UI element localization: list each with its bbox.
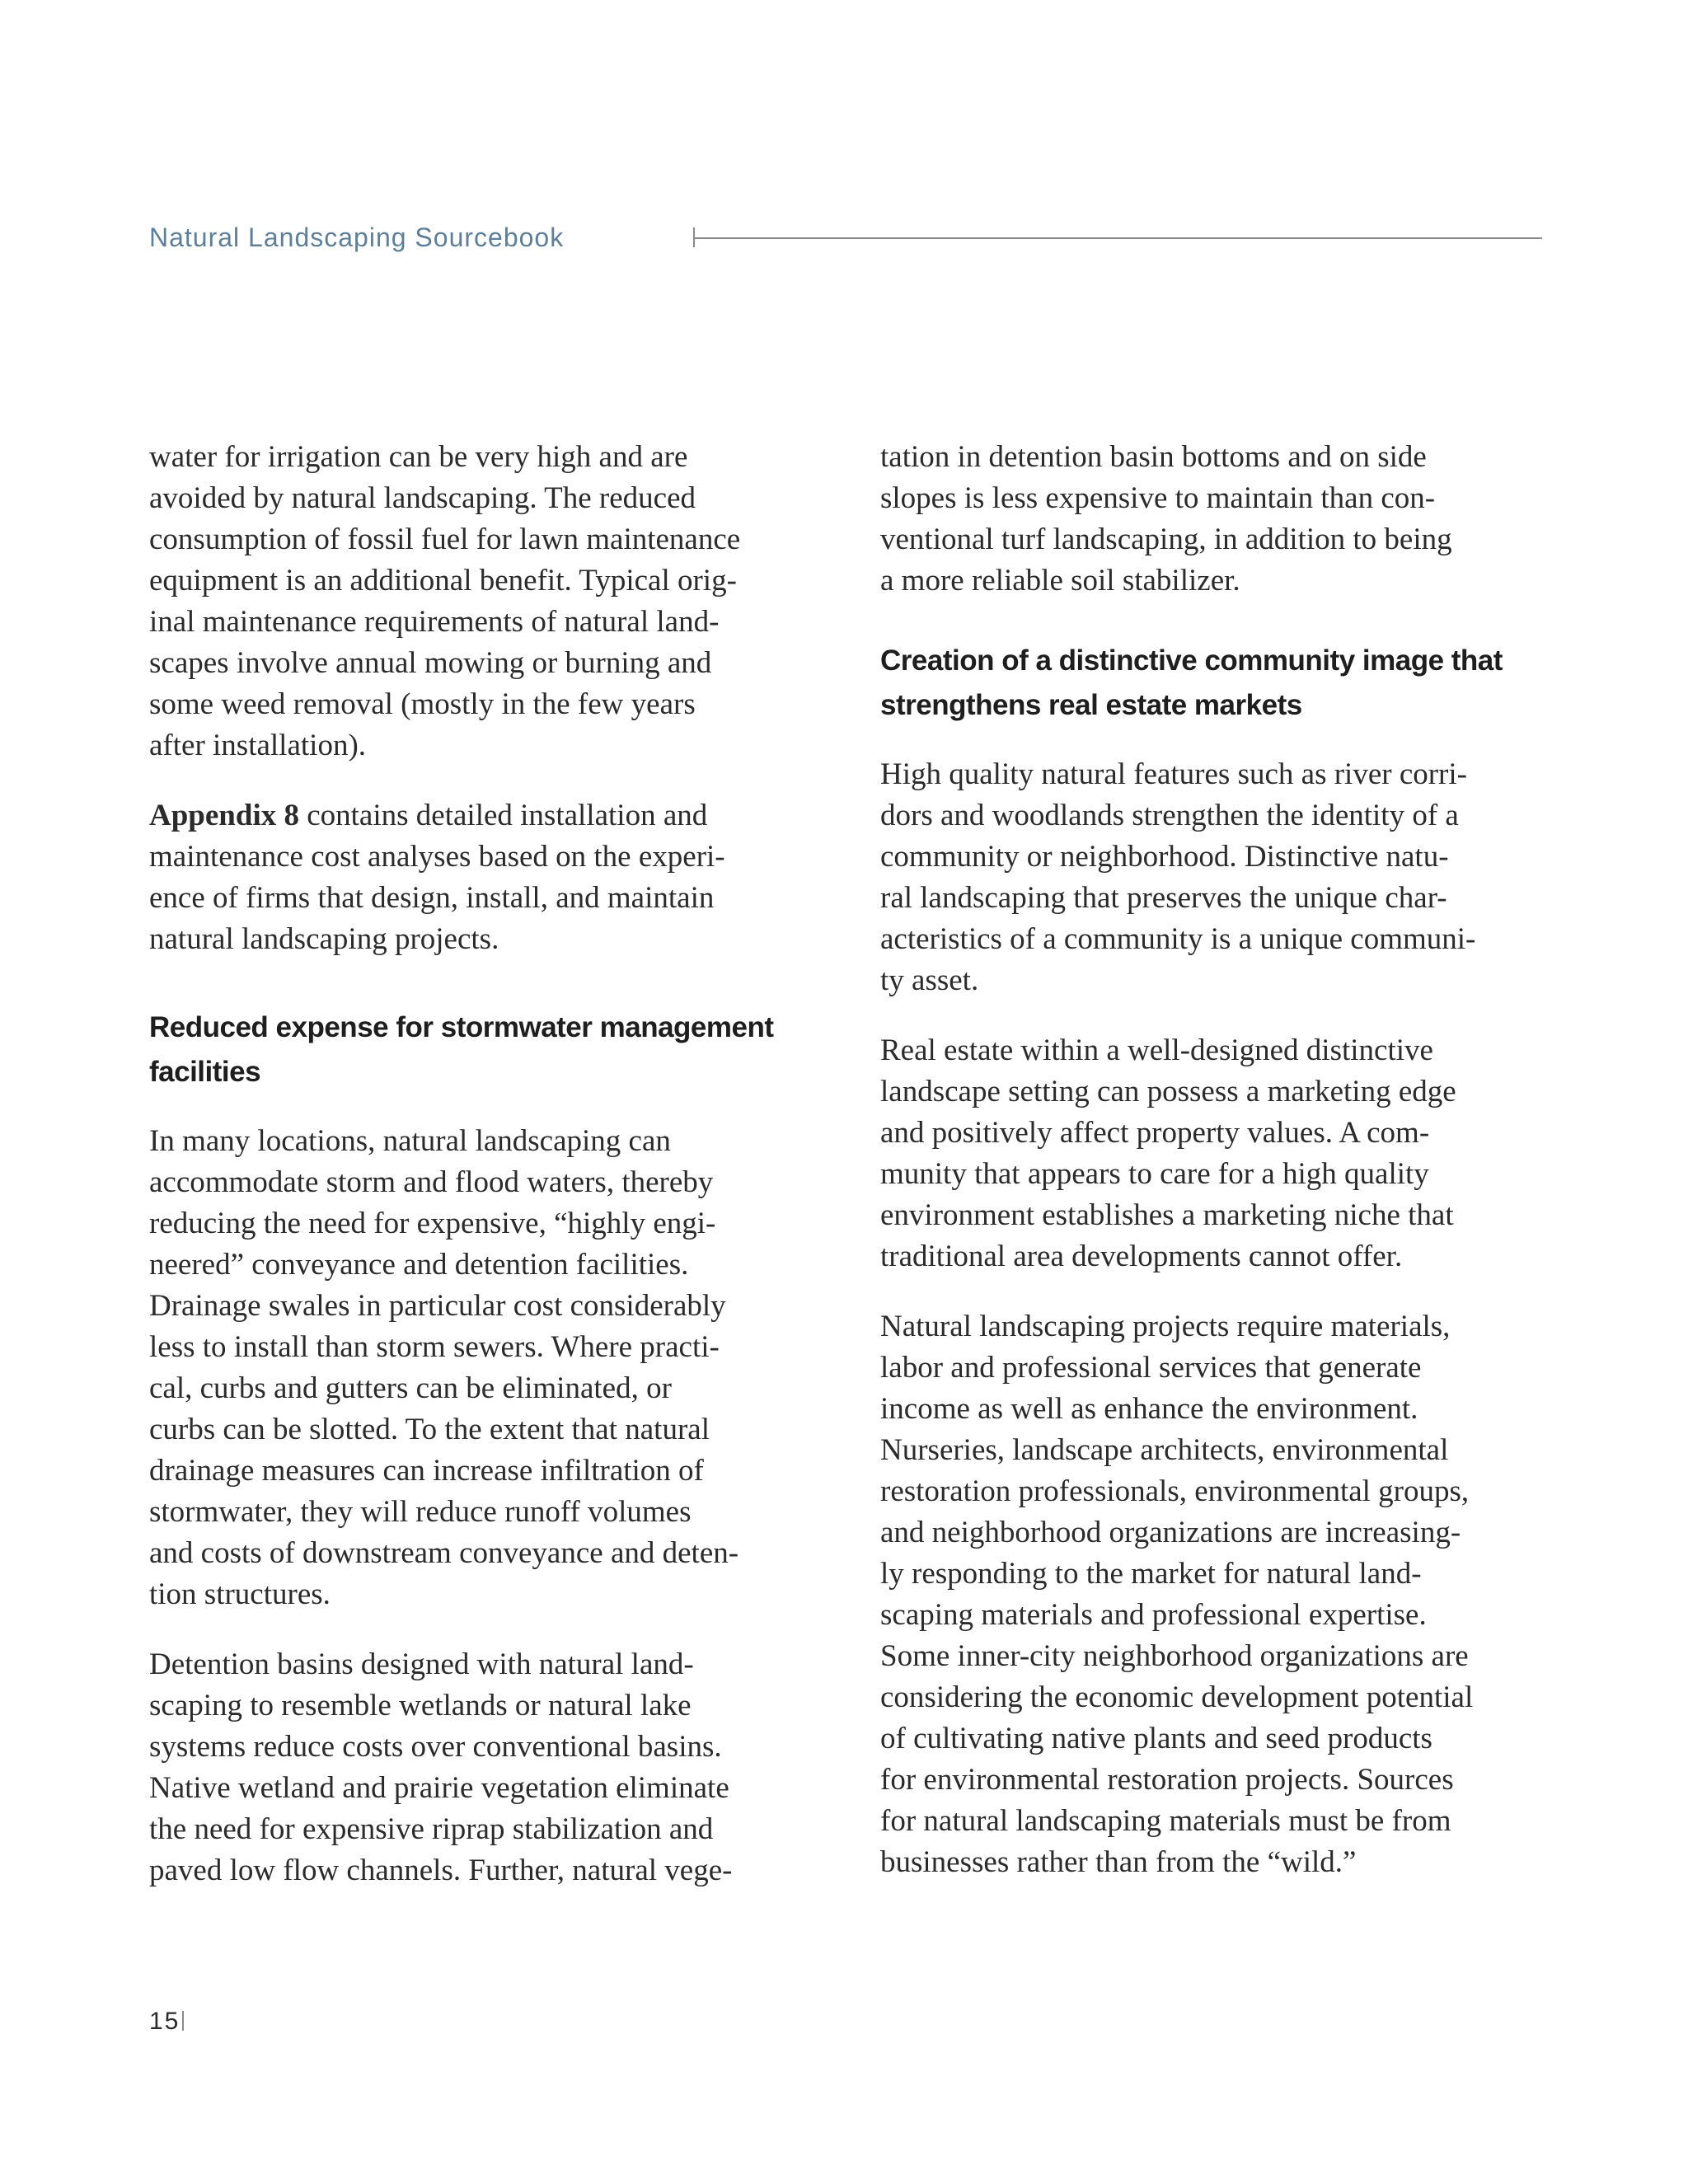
text-line: water for irrigation can be very high and are (149, 440, 688, 474)
text-line: munity that appears to care for a high quality (880, 1157, 1429, 1191)
paragraph-irrigation (149, 437, 809, 766)
text-line: of cultivating native plants and seed products (880, 1722, 1432, 1755)
text-line: less to install than storm sewers. Where practi- (149, 1330, 720, 1364)
text-line: natural landscaping projects. (149, 922, 499, 956)
text-line: neered” conveyance and detention facilities. (149, 1248, 689, 1282)
text-line: after installation). (149, 729, 367, 762)
text-line: slopes is less expensive to maintain than con- (880, 481, 1436, 515)
text-line: acteristics of a community is a unique communi- (880, 922, 1476, 956)
paragraph-appendix (149, 795, 809, 960)
text-line: reducing the need for expensive, “highly engi- (149, 1207, 716, 1240)
text-line: income as well as enhance the environment. (880, 1392, 1418, 1426)
text-line: some weed removal (mostly in the few years (149, 687, 696, 721)
text-line: systems reduce costs over conventional basins. (149, 1730, 722, 1764)
header-rule (693, 237, 1542, 239)
text-line: restoration professionals, environmental groups, (880, 1474, 1470, 1508)
text-line: cal, curbs and gutters can be eliminated, or (149, 1371, 672, 1405)
text-line: and positively affect property values. A com- (880, 1116, 1430, 1150)
paragraph-stormwater (149, 1121, 809, 1615)
text-line: consumption of fossil fuel for lawn maintenance (149, 523, 741, 556)
page-footer (149, 2008, 184, 2036)
text-line: the need for expensive riprap stabilization and (149, 1812, 714, 1846)
text-line: inal maintenance requirements of natural land- (149, 605, 720, 639)
text-line: Real estate within a well-designed distinctive (880, 1033, 1433, 1067)
paragraph-natural-features (880, 754, 1544, 1001)
text-line: accommodate storm and flood waters, thereby (149, 1165, 714, 1199)
text-line: environment establishes a marketing niche that (880, 1198, 1454, 1232)
text-line: ral landscaping that preserves the unique char- (880, 881, 1447, 915)
text-line: community or neighborhood. Distinctive natu- (880, 840, 1449, 874)
paragraph-detention-basins (149, 1644, 809, 1891)
paragraph-real-estate (880, 1030, 1544, 1277)
text-line: In many locations, natural landscaping can (149, 1124, 671, 1158)
text-line: dors and woodlands strengthen the identity of a (880, 799, 1459, 832)
text-line (149, 795, 809, 837)
text-line: High quality natural features such as river corri- (880, 757, 1467, 791)
heading-line: Reduced expense for stormwater management (149, 1011, 774, 1043)
heading-line: facilities (149, 1056, 261, 1088)
section-heading-stormwater (149, 1005, 809, 1094)
text-line: stormwater, they will reduce runoff volumes (149, 1495, 692, 1529)
text-line: paved low flow channels. Further, natural vege- (149, 1854, 733, 1887)
text-line: traditional area developments cannot offer. (880, 1240, 1403, 1273)
text-line: ence of firms that design, install, and maintain (149, 881, 715, 915)
section-heading-community-image (880, 639, 1544, 728)
header-title: Natural Landscaping Sourcebook (149, 223, 565, 252)
text-line: ly responding to the market for natural land- (880, 1557, 1422, 1591)
text-line: curbs can be slotted. To the extent that natural (149, 1413, 710, 1446)
text-line: scapes involve annual mowing or burning and (149, 646, 712, 680)
text-line: for environmental restoration projects. Sources (880, 1763, 1454, 1797)
text-line: Nurseries, landscape architects, environmental (880, 1433, 1449, 1467)
paragraph-materials-services (880, 1306, 1544, 1883)
text-line: businesses rather than from the “wild.” (880, 1845, 1357, 1879)
page-header (149, 221, 1542, 254)
text-line: scaping materials and professional expertise. (880, 1598, 1427, 1632)
text-line: tation in detention basin bottoms and on side (880, 440, 1427, 474)
text-line: Drainage swales in particular cost considerably (149, 1289, 726, 1323)
text-line: equipment is an additional benefit. Typical orig- (149, 564, 737, 598)
text-line: tion structures. (149, 1577, 331, 1611)
appendix-reference: Appendix 8 (149, 799, 299, 832)
right-column (880, 437, 1544, 1912)
text-line: Native wetland and prairie vegetation eliminate (149, 1771, 729, 1805)
text-line: scaping to resemble wetlands or natural lake (149, 1689, 692, 1722)
text-fragment: contains detailed installation and (298, 799, 708, 832)
heading-line: Creation of a distinctive community image that (880, 644, 1503, 677)
left-column (149, 437, 809, 1920)
text-line: avoided by natural landscaping. The reduced (149, 481, 696, 515)
text-line: for natural landscaping materials must be from (880, 1804, 1451, 1838)
page-number: 15 (149, 2008, 181, 2035)
text-line: and neighborhood organizations are increasing- (880, 1516, 1461, 1549)
text-line: ty asset. (880, 963, 979, 997)
text-line: drainage measures can increase infiltration of (149, 1454, 704, 1488)
heading-line: strengthens real estate markets (880, 689, 1302, 721)
text-line: maintenance cost analyses based on the experi- (149, 840, 725, 874)
text-line: landscape setting can possess a marketing edge (880, 1075, 1456, 1108)
paragraph-vegetation (880, 437, 1544, 602)
text-line: Detention basins designed with natural land- (149, 1647, 694, 1681)
text-line: Some inner-city neighborhood organizations are (880, 1639, 1469, 1673)
footer-tick (182, 2011, 184, 2031)
text-line: labor and professional services that generate (880, 1351, 1422, 1385)
text-line: considering the economic development potential (880, 1680, 1474, 1714)
text-line: ventional turf landscaping, in addition to being (880, 523, 1452, 556)
text-line: Natural landscaping projects require materials, (880, 1310, 1451, 1343)
text-line: a more reliable soil stabilizer. (880, 564, 1240, 598)
text-line: and costs of downstream conveyance and deten- (149, 1536, 739, 1570)
